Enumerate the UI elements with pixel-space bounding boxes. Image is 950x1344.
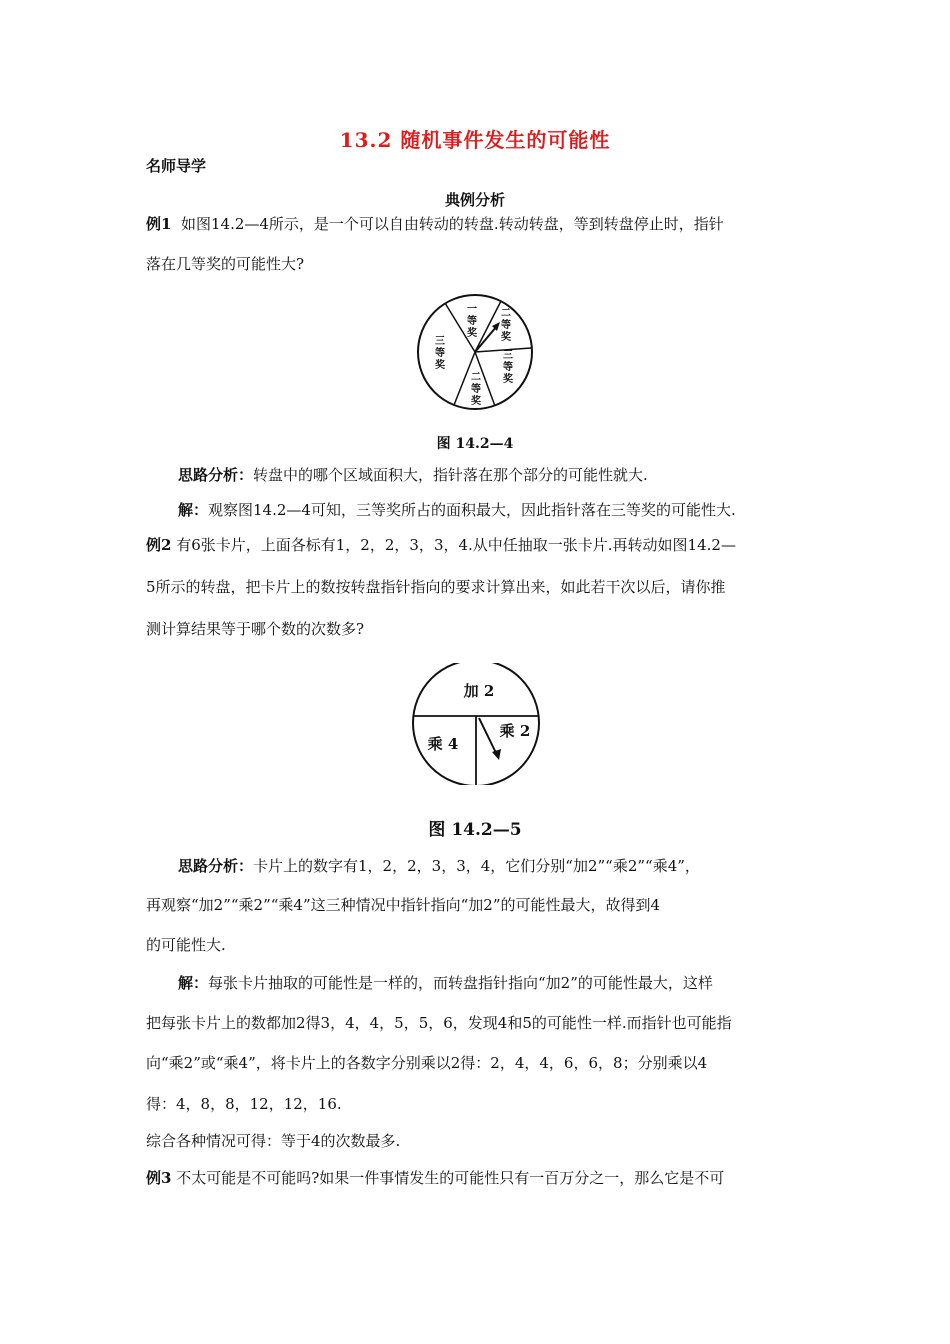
example-2-label: 例2 — [146, 536, 172, 554]
wheel-1-sector-label-1: 一等奖 — [467, 304, 477, 339]
wheel-2-region-add-2: 加 2 — [463, 682, 495, 700]
example-3-text-1: 不太可能是不可能吗?如果一件事情发生的可能性只有一百万分之一，那么它是不可 — [176, 1169, 725, 1187]
solution-text-1: 每张卡片抽取的可能性是一样的，而转盘指针指向“加2”的可能性最大，这样 — [208, 974, 713, 992]
example-2-line-3: 测计算结果等于哪个数的次数多? — [146, 620, 365, 638]
wheel-2-pointer-head — [492, 749, 501, 760]
wheel-1-sector-label-2: 二等奖 — [501, 308, 511, 343]
figure-2-caption: 图 14.2—5 — [428, 820, 522, 840]
example-2-analysis-line-2: 再观察“加2”“乘2”“乘4”这三种情况中指针指向“加2”的可能性最大，故得到4 — [146, 896, 661, 914]
example-1-line-1 — [146, 214, 724, 234]
section-heading: 名师导学 — [146, 157, 207, 175]
figure-1-caption: 图 14.2—4 — [436, 436, 514, 452]
example-2-text-1: 有6张卡片，上面各标有1，2，2，3，3，4.从中任抽取一张卡片.再转动如图14.2— — [176, 536, 736, 554]
analysis-text-1: 卡片上的数字有1，2，2，3，3，4，它们分别“加2”“乘2”“乘4”， — [253, 857, 700, 875]
wheel-2-pointer — [479, 718, 497, 755]
wheel-1-sector-label-3: 三等奖 — [503, 350, 513, 385]
solution-label: 解： — [178, 501, 209, 519]
analysis-text: 转盘中的哪个区域面积大，指针落在那个部分的可能性就大. — [253, 466, 648, 484]
figure-14-2-4 — [412, 292, 538, 412]
example-2-solution-line-2: 把每张卡片上的数都加2得3，4，4，5，5，6，发现4和5的可能性一样.而指针也可能指 — [146, 1014, 732, 1032]
spinner-wheel-1 — [412, 292, 538, 412]
example-2-solution-line-4: 得：4，8，8，12，12，16. — [146, 1095, 342, 1113]
wheel-2-region-times-4: 乘 4 — [427, 735, 459, 753]
example-2-line-2: 5所示的转盘，把卡片上的数按转盘指针指向的要求计算出来，如此若干次以后，请你推 — [146, 578, 726, 596]
example-2-conclusion: 综合各种情况可得：等于4的次数最多. — [146, 1132, 401, 1150]
example-2-solution-line-1 — [178, 973, 713, 993]
example-1-text-1: 如图14.2—4所示，是一个可以自由转动的转盘.转动转盘，等到转盘停止时，指针 — [180, 215, 724, 233]
example-1-analysis — [178, 465, 648, 485]
example-1-line-2: 落在几等奖的可能性大? — [146, 255, 305, 273]
figure-14-2-5 — [409, 663, 543, 785]
example-1-label: 例1 — [146, 215, 172, 233]
solution-label: 解： — [178, 974, 209, 992]
example-2-solution-line-3: 向“乘2”或“乘4”，将卡片上的各数字分别乘以2得：2，4，4，6，6，8；分别乘以4 — [146, 1054, 708, 1072]
analysis-label: 思路分析： — [178, 857, 254, 875]
example-3-label: 例3 — [146, 1169, 172, 1187]
wheel-1-sector-label-5: 三等奖 — [435, 336, 445, 371]
solution-text: 观察图14.2—4可知，三等奖所占的面积最大，因此指针落在三等奖的可能性大. — [208, 501, 736, 519]
spinner-wheel-2 — [409, 663, 543, 785]
analysis-label: 思路分析： — [178, 466, 254, 484]
wheel-2-region-times-2: 乘 2 — [499, 722, 531, 740]
example-2-line-1 — [146, 535, 736, 555]
wheel-1-sector-label-4: 二等奖 — [471, 372, 481, 407]
page-title: 13.2 随机事件发生的可能性 — [339, 128, 611, 152]
example-2-analysis-line-1 — [178, 856, 700, 876]
subheading: 典例分析 — [444, 191, 505, 209]
example-2-analysis-line-3: 的可能性大. — [146, 936, 226, 954]
example-1-solution — [178, 500, 736, 520]
example-3-line-1 — [146, 1168, 724, 1188]
